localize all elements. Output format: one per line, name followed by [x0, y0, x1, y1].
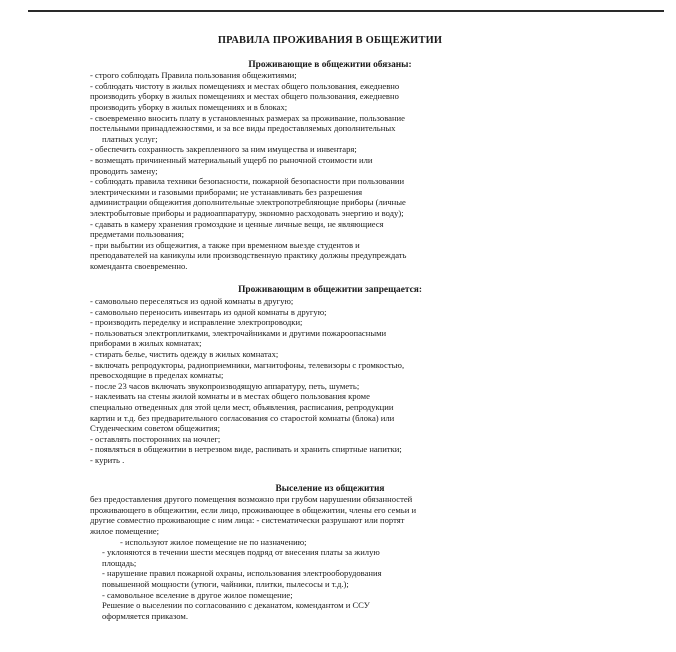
obligation-line: - сдавать в камеру хранения громоздкие и ценные личные вещи, не являющиеся: [90, 218, 384, 229]
obligation-line: электробытовые приборы и радиоаппаратуру, экономно расходовать энергию и воду);: [90, 207, 404, 218]
prohibition-line: превосходящие в пределах комнаты;: [90, 370, 224, 381]
prohibition-line: - курить .: [90, 454, 125, 465]
prohibition-line: - оставлять посторонних на ночлег;: [90, 433, 221, 444]
obligation-line: платных услуг;: [102, 133, 158, 144]
obligation-line: электрическими и газовыми приборами; не устанавливать без разрешения: [90, 186, 363, 197]
eviction-line: - самовольное вселение в другое жилое помещение;: [102, 589, 293, 600]
eviction-line: оформляется приказом.: [102, 610, 189, 621]
scan-top-edge: [28, 10, 664, 12]
obligation-line: - строго соблюдать Правила пользования общежитиями;: [90, 70, 297, 81]
prohibition-line: приборами в жилых комнатах;: [90, 338, 202, 349]
eviction-line: жилое помещение;: [90, 525, 160, 536]
section-spacer: [90, 271, 570, 285]
obligation-line: - соблюдать правила техники безопасности, пожарной безопасности при пользовании: [90, 176, 405, 187]
prohibition-line: - самовольно переносить инвентарь из одной комнаты в другую;: [90, 306, 327, 317]
prohibition-line: - самовольно переселяться из одной комнаты в другую;: [90, 296, 294, 307]
prohibition-line: - после 23 часов включать звукопроизводящую аппаратуру, петь, шуметь;: [90, 380, 360, 391]
prohibition-line: - пользоваться электроплитками, электрочайниками и другими пожароопасными: [90, 327, 387, 338]
obligation-line: производить уборку в жилых помещениях и местах общего пользования, ежедневно: [90, 91, 399, 102]
obligation-line: - соблюдать чистоту в жилых помещениях и местах общего пользования, ежедневно: [90, 80, 400, 91]
section-heading-prohibitions: Проживающим в общежитии запрещается:: [238, 285, 422, 296]
eviction-line: проживающего в общежитии, если лицо, проживающее в общежитии, члены его семьи и: [90, 504, 417, 515]
obligation-line: предметами пользования;: [90, 229, 185, 240]
document-page: [90, 36, 570, 621]
obligation-line: постельными принадлежностями, и за все виды предоставляемых дополнительных: [90, 123, 396, 134]
prohibition-line: картин и т.д. без предварительного согласования со старостой комнаты (блока) или: [90, 412, 395, 423]
eviction-line: повышенной мощности (утюги, чайники, плитки, пылесосы и т.д.);: [102, 578, 349, 589]
prohibition-line: - стирать белье, чистить одежду в жилых комнатах;: [90, 349, 279, 360]
prohibition-line: - производить переделку и исправление электропроводки;: [90, 317, 303, 328]
obligation-line: преподавателей на каникулы или производственную практику должны предупреждать: [90, 250, 407, 261]
eviction-line: - нарушение правил пожарной охраны, использования электрооборудования: [102, 568, 382, 579]
obligation-line: - возмещать причиненный материальный ущерб по рыночной стоимости или: [90, 154, 373, 165]
obligation-line: коменданта своевременно.: [90, 260, 188, 271]
eviction-line: - используют жилое помещение не по назначению;: [120, 536, 307, 547]
obligation-line: производить уборку в жилых помещениях и в блоках;: [90, 101, 288, 112]
obligation-line: - обеспечить сохранность закрепленного за ним имущества и инвентаря;: [90, 144, 357, 155]
page-title: ПРАВИЛА ПРОЖИВАНИЯ В ОБЩЕЖИТИИ: [217, 35, 443, 46]
prohibition-line: Студенческим советом общежития;: [90, 423, 220, 434]
eviction-line: площадь;: [102, 557, 137, 568]
prohibition-line: - наклеивать на стены жилой комнаты и в местах общего пользования кроме: [90, 391, 370, 402]
obligation-line: - при выбытии из общежития, а также при временном выезде студентов и: [90, 239, 360, 250]
section-heading-obligations: Проживающие в общежитии обязаны:: [248, 59, 412, 70]
eviction-line: без предоставления другого помещения возможно при грубом нарушении обязанностей: [90, 494, 413, 505]
prohibition-line: - включать репродукторы, радиоприемники, магнитофоны, телевизоры с громкостью,: [90, 359, 405, 370]
section-heading-eviction: Выселение из общежития: [275, 483, 385, 494]
eviction-line: - уклоняются в течении шести месяцев подряд от внесения платы за жилую: [102, 547, 380, 558]
obligation-line: проводить замену;: [90, 165, 158, 176]
section-spacer: [90, 466, 570, 484]
prohibition-line: специально отведенных для этой цели мест, объявления, расписания, репродукции: [90, 402, 394, 412]
prohibition-line: - появляться в общежитии в нетрезвом виде, распивать и хранить спиртные напитки;: [90, 444, 402, 455]
obligation-line: администрации общежития дополнительные электропотребляющие приборы (личные: [90, 197, 406, 208]
eviction-line: другие совместно проживающие с ним лица: - систематически разрушают или портят: [90, 515, 405, 526]
eviction-line: Решение о выселении по согласованию с деканатом, комендантом и ССУ: [102, 600, 370, 611]
obligation-line: - своевременно вносить плату в установленных размерах за проживание, пользование: [90, 112, 405, 123]
